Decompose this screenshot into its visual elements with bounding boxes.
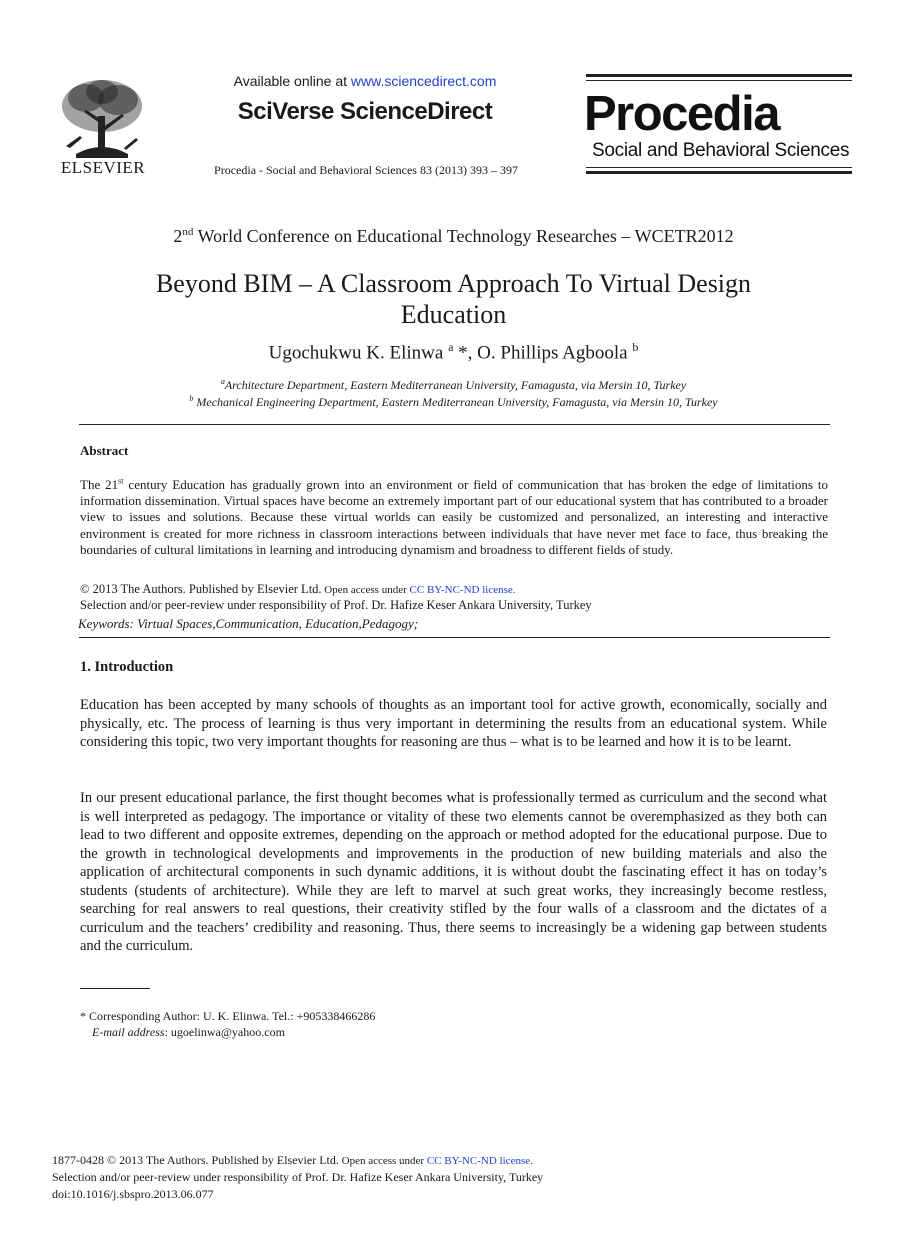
abstract-text: [80, 477, 828, 558]
author-list: [0, 340, 907, 364]
procedia-subtitle: Social and Behavioral Sciences: [592, 140, 850, 161]
abstract-text-pre: The 21: [80, 477, 119, 492]
conference-rest: World Conference on Educational Technology Researches – WCETR2012: [193, 226, 734, 246]
conference-name: [0, 226, 907, 247]
affiliation-b-mark: b: [189, 394, 194, 403]
conference-ordinal: 2: [173, 226, 183, 246]
footer-peer-review: Selection and/or peer-review under responsibility of Prof. Dr. Hafize Keser Ankara University, Turkey: [52, 1170, 544, 1184]
corresponding-author-footnote: * Corresponding Author: U. K. Elinwa. Tel.: +905338466286: [80, 1009, 376, 1023]
affiliation-a: [0, 377, 907, 393]
footnote-divider: [80, 988, 150, 989]
journal-reference: Procedia - Social and Behavioral Sciences 83 (2013) 393 – 397: [214, 163, 518, 177]
copyright-main: © 2013 The Authors. Published by Elsevier Ltd.: [80, 582, 322, 596]
author-2: O. Phillips Agboola: [477, 342, 633, 364]
affiliation-a-text: Architecture Department, Eastern Mediterranean University, Famagusta, via Mersin 10, Turkey: [224, 378, 687, 392]
procedia-title: Procedia: [584, 87, 779, 141]
abstract-heading: Abstract: [80, 443, 129, 458]
paper-title: [100, 268, 807, 330]
paper-title-line-2: Education: [400, 300, 507, 329]
footer-doi: doi:10.1016/j.sbspro.2013.06.077: [52, 1187, 214, 1201]
author-1-affil: a: [448, 340, 454, 354]
conference-ordinal-suffix: nd: [182, 226, 194, 238]
affiliation-b: [0, 394, 907, 410]
footer-open-access: Open access under: [338, 1155, 427, 1167]
keywords-line: Keywords: Virtual Spaces,Communication, Education,Pedagogy;: [78, 616, 419, 631]
abstract-text-sup: st: [118, 476, 124, 486]
corresponding-mark: *,: [453, 342, 478, 364]
sciencedirect-link[interactable]: www.sciencedirect.com: [350, 73, 497, 89]
open-access-note: Open access under: [321, 584, 410, 596]
author-2-affil: b: [632, 340, 639, 354]
peer-review-line: Selection and/or peer-review under responsibility of Prof. Dr. Hafize Keser Ankara University, Turkey: [80, 598, 592, 612]
affiliation-b-text: Mechanical Engineering Department, Eastern Mediterranean University, Famagusta, via Mersin 10, Turkey: [193, 395, 718, 409]
email-label: E-mail address: [92, 1025, 165, 1039]
available-online: [200, 73, 530, 89]
paper-title-line-1: Beyond BIM – A Classroom Approach To Virtual Design: [155, 269, 752, 298]
top-divider: [79, 424, 830, 425]
intro-paragraph-1: Education has been accepted by many schools of thoughts as an important tool for active growth, economically, socially and physically, etc. The process of learning is thus very important in determining the results from an educational system. While considering this topic, two very important thoughts for reasoning are thus – what is to be learned and how it is to be learnt.: [80, 697, 827, 750]
license-link[interactable]: CC BY-NC-ND license.: [409, 584, 516, 596]
footer-license-link[interactable]: CC BY-NC-ND license.: [426, 1155, 533, 1167]
abstract-text-post: century Education has gradually grown into an environment or field of communication that has broken the edge of limitations to information dissemination. Virtual spaces have become an extremely important part of our educational system that has contributed to a broader view to issues and solutions. Because these virtual worlds can easily be customized and personalized, an interesting and interactive environment is created for more richness in classroom interactions between individuals that have never met face to face, thus breaking the boundaries of cultural limitations in learning and introducing dynamism and broadness to different fields of study.: [80, 477, 828, 557]
sciverse-logo-text: SciVerse ScienceDirect: [237, 98, 493, 125]
footer-copyright: [52, 1153, 533, 1168]
available-prefix: Available online at: [233, 73, 351, 89]
affiliation-a-mark: a: [220, 377, 225, 386]
footer-copyright-main: 1877-0428 © 2013 The Authors. Published by Elsevier Ltd.: [52, 1153, 339, 1167]
email-footnote: [92, 1025, 285, 1040]
section-heading-introduction: 1. Introduction: [80, 659, 174, 675]
publisher-name: ELSEVIER: [60, 158, 146, 177]
author-1: Ugochukwu K. Elinwa: [268, 342, 449, 364]
abstract-divider: [79, 637, 830, 638]
intro-paragraph-2: In our present educational parlance, the first thought becomes what is professionally termed as curriculum and the second what is well interpreted as pedagogy. The importance or vitality of these two elements cannot be overemphasized as they both can lead to two different and opposite extremes, depending on the approach or method adopted for the educational purpose. Due to the growth in technological developments and improvements in the production of new building materials and also the application of architectural components in such dynamic additions, it is without doubt the fascinating effect it has on today’s students (students of architecture). While they are left to marvel at such great works, they increasingly become restless, searching for real answers to real questions, their creativity stifled by the four walls of a classroom and the dictates of a curriculum and the teachers’ credibility and reasoning. Thus, there seems to increasingly be a widening gap between students and the curriculum.: [80, 790, 827, 954]
copyright-line: [80, 582, 828, 597]
email-address: : ugoelinwa@yahoo.com: [164, 1025, 285, 1039]
